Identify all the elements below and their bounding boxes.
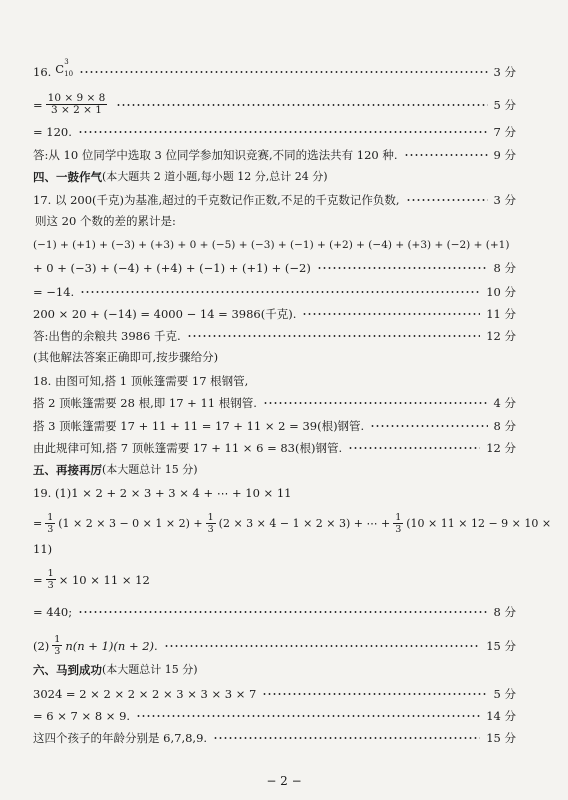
page-number: − 2 − [266,774,302,788]
score: 12 分 [486,441,516,455]
fraction: $\frac{1}{3}$ [395,512,402,535]
dot-leader [79,71,487,73]
score: 5 分 [493,97,516,112]
fraction: $\frac{1}{3}$ [47,512,54,535]
fraction: $\frac{1}{3}$ [54,634,61,657]
dot-leader [116,104,487,106]
score: 14 分 [486,709,516,723]
line-17-b: 则这 20 个数的差的累计是: [35,214,176,228]
dot-leader [78,131,488,133]
score: 5 分 [493,687,516,701]
section-heading-4: 四、一鼓作气 (本大题共 2 道小题,每小题 12 分,总计 24 分) [33,170,328,184]
dot-leader [80,291,480,293]
fraction: $\frac{10 \times 9 \times 8}{3 \times 2 \times 1}$ [47,92,106,116]
dot-leader [136,715,480,717]
score: 9 分 [493,148,516,162]
score: 15 分 [486,731,516,745]
line-17-e: = −14. 10 分 [33,285,516,299]
line-17-c: (−1) + (+1) + (−3) + (+3) + 0 + (−5) + (−3) + (−1) + (+2) + (−4) + (+3) + (−2) + (+1) [33,239,510,251]
line-20-c: 这四个孩子的年龄分别是 6,7,8,9. 15 分 [33,731,516,745]
dot-leader [78,611,487,613]
score: 3 分 [493,64,516,79]
combination-symbol: C 3 $_{10}$ [55,58,74,78]
line-17-g: 答:出售的余粮共 3986 千克. 12 分 [33,329,516,343]
line-18-c: 搭 3 顶帐篷需要 17 + 11 + 11 = 17 + 11 × 2 = 39(根)钢管. 8 分 [33,419,516,433]
line-19-c: 11) [33,542,53,556]
line-19-f: (2) $\frac{1}{3}$ n(n + 1)(n + 2). 15 分 [33,634,516,657]
score: 11 分 [486,307,516,321]
dot-leader [213,737,480,739]
line-16-result: = 120. 7 分 [33,125,516,139]
line-17-d: + 0 + (−3) + (−4) + (+4) + (−1) + (+1) + (−2) 8 分 [33,261,516,275]
score: 8 分 [493,605,516,619]
line-20: 3024 = 2 × 2 × 2 × 2 × 3 × 3 × 3 × 7 5 分 [33,687,516,701]
score: 3 分 [493,193,516,207]
line-17-f: 200 × 20 + (−14) = 4000 − 14 = 3986(千克). 11 分 [33,307,516,321]
line-19-b: = $\frac{1}{3}$ (1 × 2 × 3 − 0 × 1 × 2) + $\frac{1}{3}$ (2 × 3 × 4 − 1 × 2 × 3) + ⋯ + $\frac{1}{3}$ (10 × 11 × 12 − 9 × 10 × [33,512,552,535]
score: 7 分 [493,125,516,139]
line-16-fraction: = $\frac{10 \times 9 \times 8}{3 \times 2 \times 1}$ 5 分 [33,92,516,116]
line-17-h: (其他解法答案正确即可,按步骤给分) [33,350,219,364]
dot-leader [317,267,488,269]
dot-leader [348,447,480,449]
score: 4 分 [493,396,516,410]
score: 12 分 [486,329,516,343]
dot-leader [302,313,480,315]
line-16 [33,58,516,81]
line-18-b: 搭 2 顶帐篷需要 28 根,即 17 + 11 根钢管. 4 分 [33,396,516,410]
line-19-e: = 440; 8 分 [33,605,516,619]
score: 8 分 [493,261,516,275]
line-17: 17. 以 200(千克)为基准,超过的千克数记作正数,不足的千克数记作负数, 3 分 [33,193,516,207]
problem-label: 16. [33,64,52,79]
line-18: 18. 由图可知,搭 1 顶帐篷需要 17 根钢管, [33,374,249,388]
line-19: 19. (1)1 × 2 + 2 × 3 + 3 × 4 + ⋯ + 10 × 11 [33,486,292,500]
dot-leader [263,402,488,404]
dot-leader [164,645,481,647]
line-19-d: = $\frac{1}{3}$ × 10 × 11 × 12 [33,568,150,591]
fraction: $\frac{1}{3}$ [207,512,214,535]
score: 8 分 [493,419,516,433]
dot-leader [370,425,487,427]
line-18-d: 由此规律可知,搭 7 顶帐篷需要 17 + 11 × 6 = 83(根)钢管. 12 分 [33,441,516,455]
section-heading-5: 五、再接再厉 (本大题总计 15 分) [33,463,198,477]
dot-leader [406,199,488,201]
score: 15 分 [486,638,516,653]
section-heading-6: 六、马到成功 (本大题总计 15 分) [33,663,198,677]
fraction: $\frac{1}{3}$ [47,568,54,591]
dot-leader [187,335,481,337]
score: 10 分 [486,285,516,299]
dot-leader [262,693,487,695]
line-20-b: = 6 × 7 × 8 × 9. 14 分 [33,709,516,723]
line-16-answer: 答:从 10 位同学中选取 3 位同学参加知识竞赛,不同的选法共有 120 种. 9 分 [33,148,516,162]
dot-leader [404,154,488,156]
